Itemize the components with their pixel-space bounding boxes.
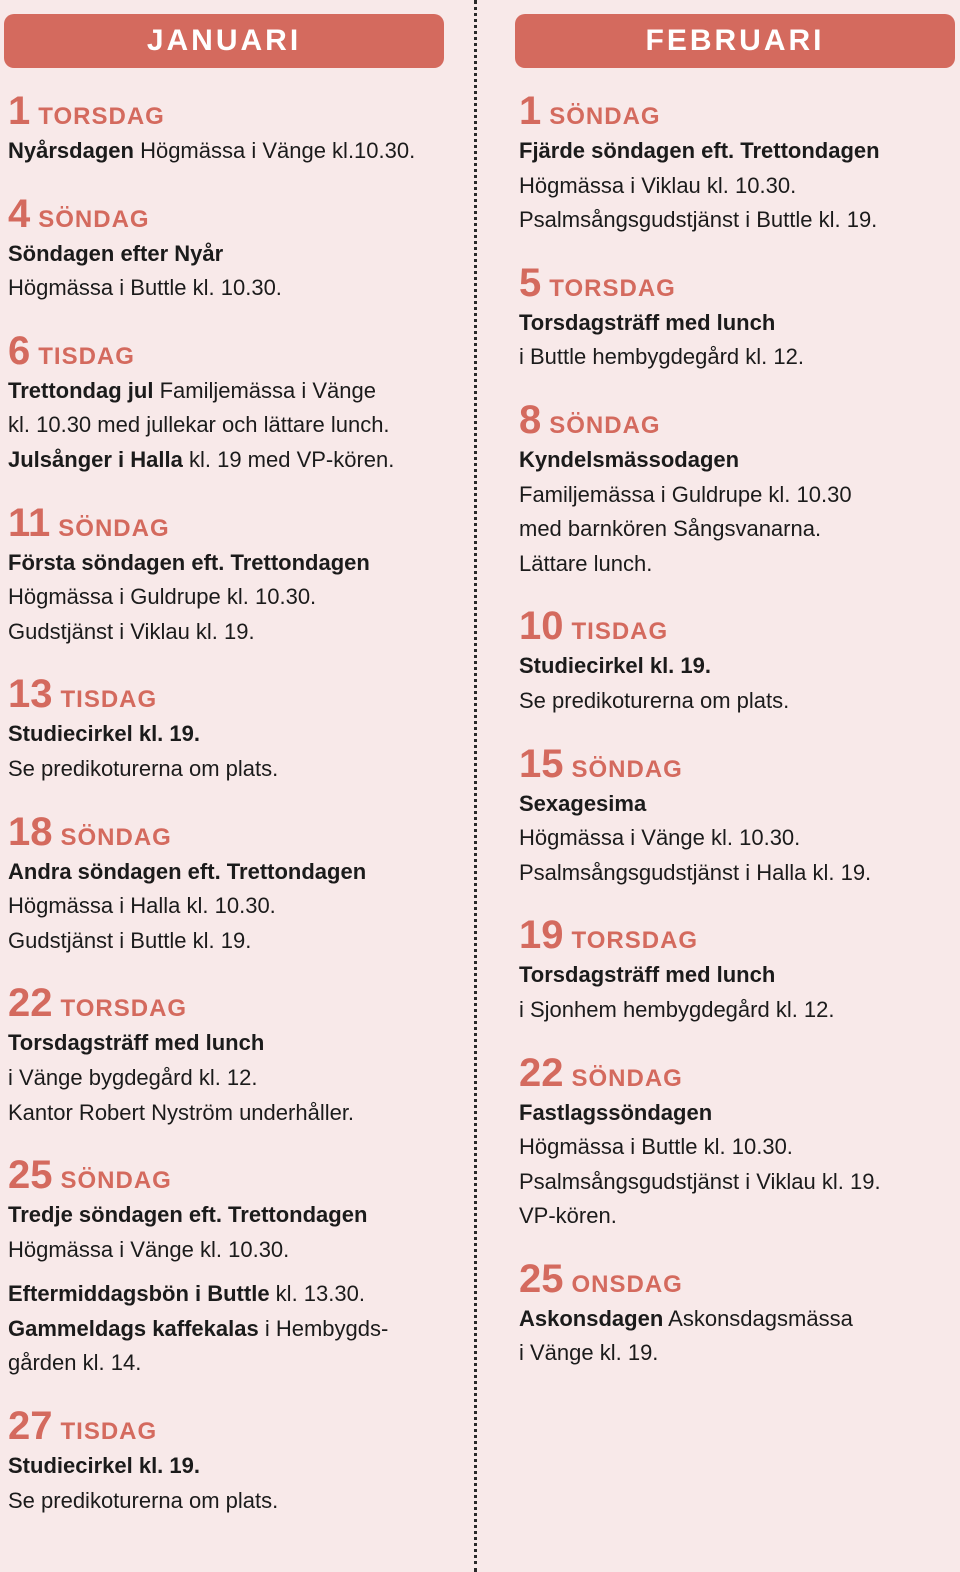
- column-divider: [474, 0, 477, 1572]
- weekday-name: SÖNDAG: [58, 514, 170, 542]
- day-number: 22: [519, 1050, 564, 1095]
- entry-text-line: [519, 340, 955, 375]
- entry-detail: Se predikoturerna om plats.: [8, 1487, 279, 1513]
- entry-detail: Högmässa i Vänge kl.10.30.: [133, 138, 416, 163]
- entry-text-line: [519, 1336, 955, 1371]
- day-heading: [519, 1256, 955, 1302]
- entry-title: Torsdagsträff med lunch: [8, 1030, 265, 1056]
- entry-title: Första söndagen eft. Trettondagen: [8, 549, 370, 575]
- weekday-name: SÖNDAG: [571, 1064, 683, 1092]
- day-number: 1: [519, 89, 542, 133]
- month-header-februari: FEBRUARI: [515, 14, 955, 68]
- calendar-entry: [515, 260, 955, 375]
- entry-text-line: [519, 478, 955, 513]
- entry-text-line: [519, 1130, 955, 1165]
- entry-text-line: [519, 512, 955, 547]
- calendar-entry: [4, 500, 444, 650]
- entry-title: Eftermiddagsbön i Buttle: [8, 1281, 270, 1307]
- day-heading: [519, 88, 955, 134]
- entry-text-line: [519, 134, 955, 169]
- entry-detail: Högmässa i Viklau kl. 10.30.: [519, 172, 797, 198]
- entry-text-line: [8, 924, 444, 959]
- day-number: 4: [8, 191, 31, 236]
- entries-februari: [515, 88, 955, 1371]
- day-heading: [519, 1050, 955, 1096]
- entry-text-line: [519, 993, 955, 1028]
- entry-title: Söndagen efter Nyår: [8, 240, 224, 266]
- calendar-entry: [515, 741, 955, 891]
- entry-title: Studiecirkel kl. 19.: [8, 721, 200, 747]
- entry-text-line: [8, 615, 444, 650]
- entry-text-line: [8, 443, 444, 478]
- calendar-entry: [515, 88, 955, 238]
- entry-text-line: [519, 821, 955, 856]
- entry-title: Sexagesima: [519, 790, 647, 816]
- weekday-name: TORSDAG: [38, 103, 165, 130]
- day-number: 5: [519, 260, 542, 305]
- entry-text-line: [8, 855, 444, 890]
- weekday-name: ONSDAG: [571, 1270, 683, 1298]
- day-number: 18: [8, 809, 53, 854]
- entry-text-line: [519, 169, 955, 204]
- entry-text-line: [8, 1026, 444, 1061]
- day-number: 11: [8, 500, 51, 545]
- day-heading: [8, 671, 444, 717]
- entry-text-line: [8, 1233, 444, 1268]
- day-number: 27: [8, 1404, 53, 1449]
- entry-detail: Gudstjänst i Viklau kl. 19.: [8, 618, 255, 644]
- entry-text-line: [8, 580, 444, 615]
- weekday-name: SÖNDAG: [38, 205, 150, 233]
- weekday-name: TISDAG: [60, 1418, 158, 1446]
- entry-text-line: [8, 889, 444, 924]
- entry-detail: Högmässa i Guldrupe kl. 10.30.: [8, 584, 317, 610]
- entry-text-line: [8, 1346, 444, 1381]
- calendar-entry: [4, 191, 444, 306]
- day-heading: [519, 603, 955, 649]
- entry-text-line: [8, 374, 444, 409]
- weekday-name: SÖNDAG: [549, 103, 661, 130]
- entry-title: Tredje söndagen eft. Trettondagen: [8, 1202, 368, 1228]
- calendar-entry: [515, 912, 955, 1027]
- entry-text-line: [8, 408, 444, 443]
- entry-text-line: [8, 717, 444, 752]
- calendar-entry: [4, 1403, 444, 1518]
- calendar-entry: [4, 88, 444, 169]
- weekday-name: TORSDAG: [60, 995, 188, 1023]
- entry-detail: Askonsdagsmässa: [663, 1305, 853, 1331]
- entry-title: Gammeldags kaffekalas: [8, 1315, 259, 1341]
- entry-title: Andra söndagen eft. Trettondagen: [8, 858, 367, 884]
- day-heading: [519, 260, 955, 306]
- entry-detail: i Vänge bygdegård kl. 12.: [8, 1064, 258, 1090]
- entry-title: Nyårsdagen: [8, 138, 134, 163]
- calendar-entry: [515, 397, 955, 581]
- entry-title: Fjärde söndagen eft. Trettondagen: [519, 138, 880, 163]
- entry-text-line: [519, 684, 955, 719]
- month-header-januari: JANUARI: [4, 14, 444, 68]
- calendar-entry: [515, 1050, 955, 1234]
- entry-text-line: [519, 1199, 955, 1234]
- column-februari: [515, 14, 955, 1393]
- day-heading: [8, 1152, 444, 1198]
- day-number: 6: [8, 328, 31, 373]
- entry-text-line: [519, 649, 955, 684]
- entry-text-line: [8, 1449, 444, 1484]
- day-number: 25: [8, 1153, 53, 1198]
- entry-text-line: [8, 271, 444, 306]
- entry-text-line: [519, 306, 955, 341]
- entry-title: Julsånger i Halla: [8, 446, 183, 472]
- day-heading: [8, 191, 444, 237]
- day-number: 19: [519, 913, 564, 958]
- weekday-name: SÖNDAG: [549, 411, 661, 439]
- entry-detail: kl. 13.30.: [269, 1281, 365, 1307]
- weekday-name: TORSDAG: [549, 274, 676, 302]
- entry-text-line: [8, 237, 444, 272]
- day-number: 15: [519, 741, 564, 786]
- entry-text-line: [519, 1165, 955, 1200]
- entry-detail: Högmässa i Vänge kl. 10.30.: [519, 825, 801, 851]
- entry-text-line: [8, 752, 444, 787]
- calendar-entry: [4, 328, 444, 478]
- entry-title: Trettondag jul: [8, 377, 154, 403]
- entry-detail: Se predikoturerna om plats.: [8, 755, 279, 781]
- entry-title: Studiecirkel kl. 19.: [8, 1453, 200, 1479]
- entry-text-line: [8, 1277, 444, 1312]
- weekday-name: TISDAG: [38, 342, 135, 370]
- entry-detail: kl. 10.30 med jullekar och lättare lunch.: [8, 412, 390, 438]
- day-heading: [519, 397, 955, 443]
- entry-text-line: [519, 787, 955, 822]
- entry-detail: i Vänge kl. 19.: [519, 1340, 659, 1366]
- entry-detail: i Buttle hembygdegård kl. 12.: [519, 344, 804, 370]
- entry-detail: kl. 19 med VP-kören.: [182, 446, 395, 472]
- entry-detail: Psalmsångsgudstjänst i Viklau kl. 19.: [519, 1168, 881, 1194]
- entry-detail: Gudstjänst i Buttle kl. 19.: [8, 927, 252, 953]
- entry-detail: Högmässa i Buttle kl. 10.30.: [8, 275, 282, 301]
- entry-detail: gården kl. 14.: [8, 1350, 142, 1376]
- day-number: 13: [8, 672, 53, 717]
- day-heading: [8, 328, 444, 374]
- entry-detail: Kantor Robert Nyström underhåller.: [8, 1099, 355, 1125]
- column-januari: [4, 14, 444, 1540]
- entry-detail: i Hembygds-: [258, 1315, 389, 1341]
- entry-detail: med barnkören Sångsvanarna.: [519, 516, 822, 542]
- entry-detail: VP-kören.: [519, 1203, 617, 1229]
- day-number: 1: [8, 89, 31, 133]
- entries-januari: [4, 88, 444, 1518]
- calendar-entry: [4, 980, 444, 1130]
- entry-text-line: [8, 1198, 444, 1233]
- entry-title: Askonsdagen: [519, 1305, 664, 1331]
- entry-title: Fastlagssöndagen: [519, 1099, 713, 1125]
- entry-text-line: [519, 203, 955, 238]
- entry-text-line: [519, 443, 955, 478]
- entry-text-line: [8, 134, 444, 169]
- day-number: 10: [519, 604, 564, 649]
- day-heading: [8, 500, 444, 546]
- entry-title: Kyndelsmässodagen: [519, 446, 740, 472]
- calendar-entry: [515, 603, 955, 718]
- calendar-entry: [4, 671, 444, 786]
- calendar-entry: [515, 1256, 955, 1371]
- day-heading: [8, 1403, 444, 1449]
- entry-text-line: [8, 1484, 444, 1519]
- entry-detail: Psalmsångsgudstjänst i Buttle kl. 19.: [519, 207, 878, 233]
- entry-title: Torsdagsträff med lunch: [519, 962, 776, 988]
- entry-detail: Högmässa i Buttle kl. 10.30.: [519, 1134, 793, 1160]
- weekday-name: TISDAG: [60, 686, 158, 714]
- day-heading: [519, 912, 955, 958]
- day-heading: [519, 741, 955, 787]
- entry-detail: Psalmsångsgudstjänst i Halla kl. 19.: [519, 859, 872, 885]
- day-number: 22: [8, 981, 53, 1026]
- day-heading: [8, 980, 444, 1026]
- entry-detail: Lättare lunch.: [519, 550, 653, 576]
- entry-detail: Högmässa i Vänge kl. 10.30.: [8, 1236, 290, 1262]
- entry-text-line: [519, 547, 955, 582]
- weekday-name: SÖNDAG: [60, 1167, 172, 1195]
- weekday-name: TORSDAG: [571, 927, 699, 955]
- entry-detail: Familjemässa i Vänge: [153, 377, 376, 403]
- day-heading: [8, 809, 444, 855]
- entry-detail: Se predikoturerna om plats.: [519, 687, 790, 713]
- entry-text-line: [8, 1061, 444, 1096]
- entry-text-line: [8, 1312, 444, 1347]
- entry-detail: Högmässa i Halla kl. 10.30.: [8, 893, 276, 919]
- weekday-name: TISDAG: [571, 618, 669, 646]
- entry-title: Studiecirkel kl. 19.: [519, 653, 711, 679]
- entry-detail: Familjemässa i Guldrupe kl. 10.30: [519, 481, 852, 507]
- day-heading: [8, 88, 444, 134]
- entry-text-line: [519, 1096, 955, 1131]
- entry-title: Torsdagsträff med lunch: [519, 309, 776, 335]
- entry-text-line: [519, 1302, 955, 1337]
- entry-text-line: [8, 1096, 444, 1131]
- calendar-entry: [4, 1152, 444, 1381]
- calendar-entry: [4, 809, 444, 959]
- entry-detail: i Sjonhem hembygdegård kl. 12.: [519, 996, 835, 1022]
- entry-text-line: [519, 958, 955, 993]
- entry-text-line: [8, 546, 444, 581]
- entry-text-line: [519, 856, 955, 891]
- day-number: 8: [519, 397, 542, 442]
- weekday-name: SÖNDAG: [571, 755, 683, 783]
- weekday-name: SÖNDAG: [60, 823, 172, 851]
- day-number: 25: [519, 1256, 564, 1301]
